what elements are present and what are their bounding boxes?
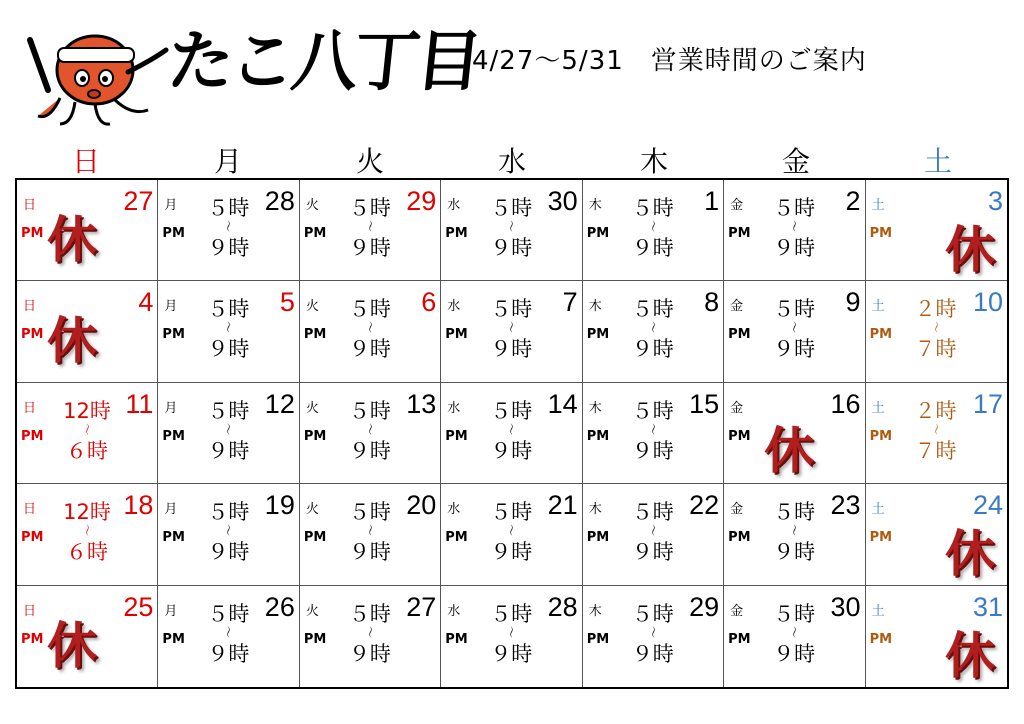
day-number: 11 — [125, 388, 154, 419]
calendar-day-cell — [158, 281, 299, 382]
calendar-day-cell — [866, 484, 1007, 585]
pm-label: PM — [586, 428, 610, 444]
closing-time: ９時 — [207, 438, 250, 463]
range-tilde: ～ — [80, 524, 94, 537]
pm-label: PM — [21, 428, 44, 444]
opening-time: ５時 — [490, 196, 533, 220]
pm-label: PM — [21, 226, 44, 241]
logo-wordmark: たこ八丁目 — [163, 22, 483, 100]
day-number: 20 — [406, 490, 437, 521]
opening-time: ２時 — [914, 297, 957, 322]
closing-time: ９時 — [490, 540, 533, 565]
closing-time: ９時 — [348, 641, 391, 666]
calendar-day-cell — [300, 180, 441, 281]
day-weekday-label: 月 — [164, 198, 178, 213]
range-tilde: ～ — [362, 625, 377, 638]
business-hours — [479, 198, 543, 259]
day-weekday-label: 日 — [23, 198, 37, 213]
pm-label: PM — [586, 631, 610, 647]
opening-time: ５時 — [631, 398, 674, 423]
day-number: 16 — [830, 388, 861, 419]
business-hours — [762, 198, 826, 259]
closed-mark: 休 — [47, 210, 97, 269]
day-number: 10 — [972, 287, 1003, 318]
day-weekday-label: 月 — [164, 299, 178, 315]
weekday-header: 金 — [781, 145, 810, 178]
business-hours — [621, 398, 685, 463]
business-hours — [621, 502, 685, 563]
day-number: 2 — [845, 186, 861, 216]
calendar-day-cell — [158, 586, 299, 687]
calendar-day-cell — [441, 281, 582, 382]
pm-label: PM — [445, 226, 468, 241]
closing-time: ９時 — [207, 337, 250, 362]
day-number: 23 — [830, 490, 861, 521]
range-tilde: ～ — [362, 321, 377, 334]
day-weekday-label: 金 — [730, 299, 744, 315]
business-hours — [904, 398, 968, 463]
day-number: 9 — [845, 287, 861, 318]
pm-label: PM — [445, 631, 468, 647]
closing-time: ９時 — [348, 236, 391, 260]
opening-time: ５時 — [490, 297, 533, 322]
day-number: 31 — [972, 591, 1003, 622]
day-number: 8 — [704, 287, 720, 318]
opening-time: ５時 — [207, 601, 250, 626]
day-number: 6 — [421, 287, 437, 318]
business-hours — [621, 601, 685, 666]
day-number: 7 — [562, 287, 578, 318]
calendar-day-cell — [866, 281, 1007, 382]
day-number: 27 — [406, 591, 437, 622]
day-number: 26 — [264, 591, 295, 622]
calendar-grid — [15, 178, 1009, 689]
day-weekday-label: 日 — [23, 603, 37, 619]
page-title: 4/27～5/31 営業時間のご案内 — [472, 46, 867, 76]
day-number: 28 — [264, 186, 295, 216]
range-tilde: ～ — [645, 524, 660, 537]
opening-time: ５時 — [631, 500, 674, 525]
range-tilde: ～ — [787, 625, 802, 638]
range-tilde: ～ — [645, 422, 660, 435]
range-tilde: ～ — [504, 422, 519, 435]
closing-time: ９時 — [490, 236, 533, 260]
business-hours — [762, 601, 826, 666]
closing-time: ９時 — [207, 641, 250, 666]
opening-time: ５時 — [207, 398, 250, 423]
day-weekday-label: 日 — [23, 400, 37, 416]
closed-mark: 休 — [764, 420, 815, 480]
day-weekday-label: 水 — [447, 502, 461, 518]
pm-label: PM — [162, 226, 185, 241]
opening-time: ５時 — [490, 601, 533, 626]
opening-time: ２時 — [914, 398, 957, 423]
calendar-day-cell — [866, 383, 1007, 484]
day-weekday-label: 水 — [447, 400, 461, 416]
day-weekday-label: 木 — [588, 198, 602, 213]
range-tilde: ～ — [645, 219, 660, 232]
calendar-day-cell — [17, 586, 158, 687]
day-weekday-label: 月 — [164, 603, 178, 619]
opening-time: ５時 — [773, 297, 816, 322]
business-hours — [479, 601, 543, 666]
weekday-header: 木 — [639, 145, 668, 178]
business-hours — [338, 601, 402, 666]
day-weekday-label: 火 — [305, 502, 319, 518]
day-number: 3 — [987, 186, 1003, 216]
day-weekday-label: 日 — [23, 299, 37, 315]
day-number: 14 — [547, 388, 578, 419]
range-tilde: ～ — [787, 321, 802, 334]
calendar-day-cell — [724, 383, 865, 484]
day-number: 28 — [547, 591, 578, 622]
day-number: 29 — [689, 591, 720, 622]
closing-time: ９時 — [490, 337, 533, 362]
pm-label: PM — [445, 327, 468, 343]
day-weekday-label: 土 — [871, 299, 885, 315]
calendar-day-cell — [441, 180, 582, 281]
weekday-header: 水 — [497, 145, 526, 178]
day-number: 15 — [689, 388, 720, 419]
business-hours — [338, 299, 402, 360]
business-hours — [196, 299, 260, 360]
closing-time: ９時 — [773, 641, 816, 666]
opening-time: ５時 — [773, 601, 816, 626]
range-tilde: ～ — [928, 422, 943, 435]
business-hours — [196, 398, 260, 463]
day-weekday-label: 日 — [23, 502, 37, 518]
closing-time: ９時 — [631, 236, 674, 260]
opening-time: ５時 — [348, 196, 391, 220]
opening-time: ５時 — [207, 297, 250, 322]
business-hours — [479, 299, 543, 360]
pm-label: PM — [869, 428, 893, 444]
calendar-day-cell — [300, 383, 441, 484]
opening-time: ５時 — [773, 500, 816, 525]
day-number: 29 — [406, 186, 437, 216]
day-number: 19 — [264, 490, 295, 521]
calendar-day-cell — [583, 180, 724, 281]
range-tilde: ～ — [787, 524, 802, 537]
opening-time: ５時 — [207, 500, 250, 525]
day-number: 5 — [279, 287, 295, 318]
day-weekday-label: 火 — [305, 299, 319, 315]
pm-label: PM — [728, 226, 751, 241]
closing-time: ７時 — [914, 438, 957, 463]
range-tilde: ～ — [504, 321, 519, 334]
day-weekday-label: 火 — [305, 603, 319, 619]
closing-time: ９時 — [348, 540, 391, 565]
calendar-day-cell — [583, 586, 724, 687]
closed-mark: 休 — [47, 311, 97, 371]
business-hours — [479, 502, 543, 563]
calendar-day-cell — [300, 484, 441, 585]
day-weekday-label: 木 — [588, 400, 602, 416]
day-weekday-label: 月 — [164, 502, 178, 518]
range-tilde: ～ — [221, 524, 236, 537]
pm-label: PM — [303, 631, 327, 647]
closed-mark: 休 — [945, 625, 995, 685]
day-number: 24 — [972, 490, 1003, 521]
closing-time: ９時 — [490, 641, 533, 666]
range-tilde: ～ — [362, 422, 377, 435]
closing-time: ９時 — [631, 438, 674, 463]
pm-label: PM — [303, 327, 327, 343]
pm-label: PM — [21, 631, 44, 647]
calendar-day-cell — [724, 586, 865, 687]
range-tilde: ～ — [362, 219, 377, 232]
closing-time: ９時 — [631, 641, 674, 666]
pm-label: PM — [303, 428, 327, 444]
day-weekday-label: 水 — [447, 299, 461, 315]
day-number: 30 — [547, 186, 578, 216]
opening-time: ５時 — [631, 196, 674, 220]
day-number: 12 — [264, 388, 295, 419]
closing-time: ９時 — [773, 337, 816, 362]
closing-time: ９時 — [207, 236, 250, 260]
day-weekday-label: 金 — [730, 198, 744, 213]
closing-time: ６時 — [66, 438, 108, 463]
pm-label: PM — [445, 530, 468, 546]
pm-label: PM — [728, 530, 751, 546]
pm-label: PM — [728, 631, 751, 647]
range-tilde: ～ — [928, 321, 943, 334]
day-weekday-label: 金 — [730, 502, 744, 518]
range-tilde: ～ — [221, 219, 236, 232]
opening-time: ５時 — [348, 601, 391, 626]
day-number: 25 — [123, 591, 154, 622]
day-number: 22 — [689, 490, 720, 521]
closing-time: ７時 — [914, 337, 957, 362]
calendar-day-cell — [583, 484, 724, 585]
closing-time: ９時 — [207, 540, 250, 565]
calendar-day-cell — [441, 383, 582, 484]
pm-label: PM — [728, 428, 751, 444]
closed-mark: 休 — [945, 524, 995, 584]
day-weekday-label: 土 — [871, 198, 885, 213]
closing-time: ９時 — [631, 337, 674, 362]
pm-label: PM — [586, 226, 610, 241]
closing-time: ９時 — [631, 540, 674, 565]
range-tilde: ～ — [645, 321, 660, 334]
range-tilde: ～ — [362, 524, 377, 537]
closing-time: ９時 — [773, 540, 816, 565]
business-hours — [621, 299, 685, 360]
range-tilde: ～ — [504, 219, 519, 232]
day-number: 18 — [123, 490, 154, 521]
day-number: 1 — [704, 186, 720, 216]
calendar-day-cell — [724, 281, 865, 382]
calendar-day-cell — [724, 484, 865, 585]
range-tilde: ～ — [221, 625, 236, 638]
day-weekday-label: 水 — [447, 198, 461, 213]
range-tilde: ～ — [221, 422, 236, 435]
pm-label: PM — [869, 226, 893, 241]
pm-label: PM — [21, 327, 44, 343]
opening-time: ５時 — [631, 297, 674, 322]
day-number: 21 — [547, 490, 578, 521]
calendar-day-cell — [158, 484, 299, 585]
range-tilde: ～ — [504, 524, 519, 537]
range-tilde: ～ — [221, 321, 236, 334]
opening-time: 12時 — [63, 398, 111, 423]
business-hours — [621, 198, 685, 259]
weekday-header-row — [15, 140, 1009, 176]
range-tilde: ～ — [787, 219, 802, 232]
pm-label: PM — [869, 327, 893, 343]
business-hours — [196, 601, 260, 666]
day-weekday-label: 土 — [871, 502, 885, 518]
business-hours — [904, 299, 968, 360]
calendar-day-cell — [583, 383, 724, 484]
weekday-header: 日 — [71, 145, 100, 178]
closed-mark: 休 — [945, 220, 995, 279]
opening-time: ５時 — [348, 500, 391, 525]
business-hours — [762, 299, 826, 360]
opening-time: ５時 — [631, 601, 674, 626]
calendar-day-cell — [17, 383, 158, 484]
pm-label: PM — [869, 530, 893, 546]
pm-label: PM — [21, 530, 44, 546]
pm-label: PM — [445, 428, 468, 444]
opening-time: 12時 — [63, 500, 111, 525]
calendar-day-cell — [158, 383, 299, 484]
closed-mark: 休 — [47, 615, 97, 675]
closing-time: ６時 — [66, 540, 108, 565]
opening-time: ５時 — [490, 500, 533, 525]
calendar-day-cell — [441, 586, 582, 687]
business-hours — [338, 502, 402, 563]
pm-label: PM — [586, 327, 610, 343]
day-weekday-label: 金 — [730, 400, 744, 416]
day-weekday-label: 木 — [588, 502, 602, 518]
business-hours — [55, 502, 119, 563]
day-weekday-label: 木 — [588, 299, 602, 315]
business-hours — [338, 398, 402, 463]
business-hours — [196, 198, 260, 259]
day-weekday-label: 火 — [305, 198, 319, 213]
day-weekday-label: 火 — [305, 400, 319, 416]
pm-label: PM — [162, 428, 185, 444]
business-hours — [479, 398, 543, 463]
closing-time: ９時 — [490, 438, 533, 463]
day-number: 4 — [138, 287, 154, 318]
closing-time: ９時 — [773, 236, 816, 260]
calendar-day-cell — [866, 180, 1007, 281]
day-number: 27 — [123, 186, 154, 216]
day-number: 17 — [972, 388, 1003, 419]
pm-label: PM — [162, 327, 185, 343]
day-weekday-label: 土 — [871, 603, 885, 619]
pm-label: PM — [303, 530, 327, 546]
range-tilde: ～ — [504, 625, 519, 638]
weekday-header: 土 — [923, 145, 952, 178]
opening-time: ５時 — [348, 398, 391, 423]
day-weekday-label: 木 — [588, 603, 602, 619]
opening-time: ５時 — [207, 196, 250, 220]
day-weekday-label: 月 — [164, 400, 178, 416]
pm-label: PM — [303, 226, 327, 241]
calendar-day-cell — [866, 586, 1007, 687]
pm-label: PM — [586, 530, 610, 546]
calendar-day-cell — [300, 586, 441, 687]
pm-label: PM — [162, 631, 185, 647]
octopus-mascot-icon — [20, 20, 170, 130]
pm-label: PM — [162, 530, 185, 546]
calendar-day-cell — [17, 180, 158, 281]
closing-time: ９時 — [348, 337, 391, 362]
opening-time: ５時 — [490, 398, 533, 423]
range-tilde: ～ — [80, 422, 94, 435]
day-weekday-label: 水 — [447, 603, 461, 619]
opening-time: ５時 — [773, 196, 816, 220]
calendar-day-cell — [724, 180, 865, 281]
closing-time: ９時 — [348, 438, 391, 463]
pm-label: PM — [869, 631, 893, 647]
pm-label: PM — [728, 327, 751, 343]
calendar-day-cell — [17, 484, 158, 585]
day-weekday-label: 土 — [871, 400, 885, 416]
day-number: 30 — [830, 591, 861, 622]
weekday-header: 月 — [213, 145, 242, 178]
weekday-header: 火 — [355, 145, 384, 178]
calendar-day-cell — [17, 281, 158, 382]
range-tilde: ～ — [645, 625, 660, 638]
calendar-day-cell — [158, 180, 299, 281]
day-number: 13 — [406, 388, 437, 419]
opening-time: ５時 — [348, 297, 391, 322]
calendar-day-cell — [441, 484, 582, 585]
business-hours — [55, 398, 119, 463]
business-hours — [338, 198, 402, 259]
calendar-day-cell — [583, 281, 724, 382]
day-weekday-label: 金 — [730, 603, 744, 619]
business-hours — [196, 502, 260, 563]
calendar-day-cell — [300, 281, 441, 382]
business-hours — [762, 502, 826, 563]
